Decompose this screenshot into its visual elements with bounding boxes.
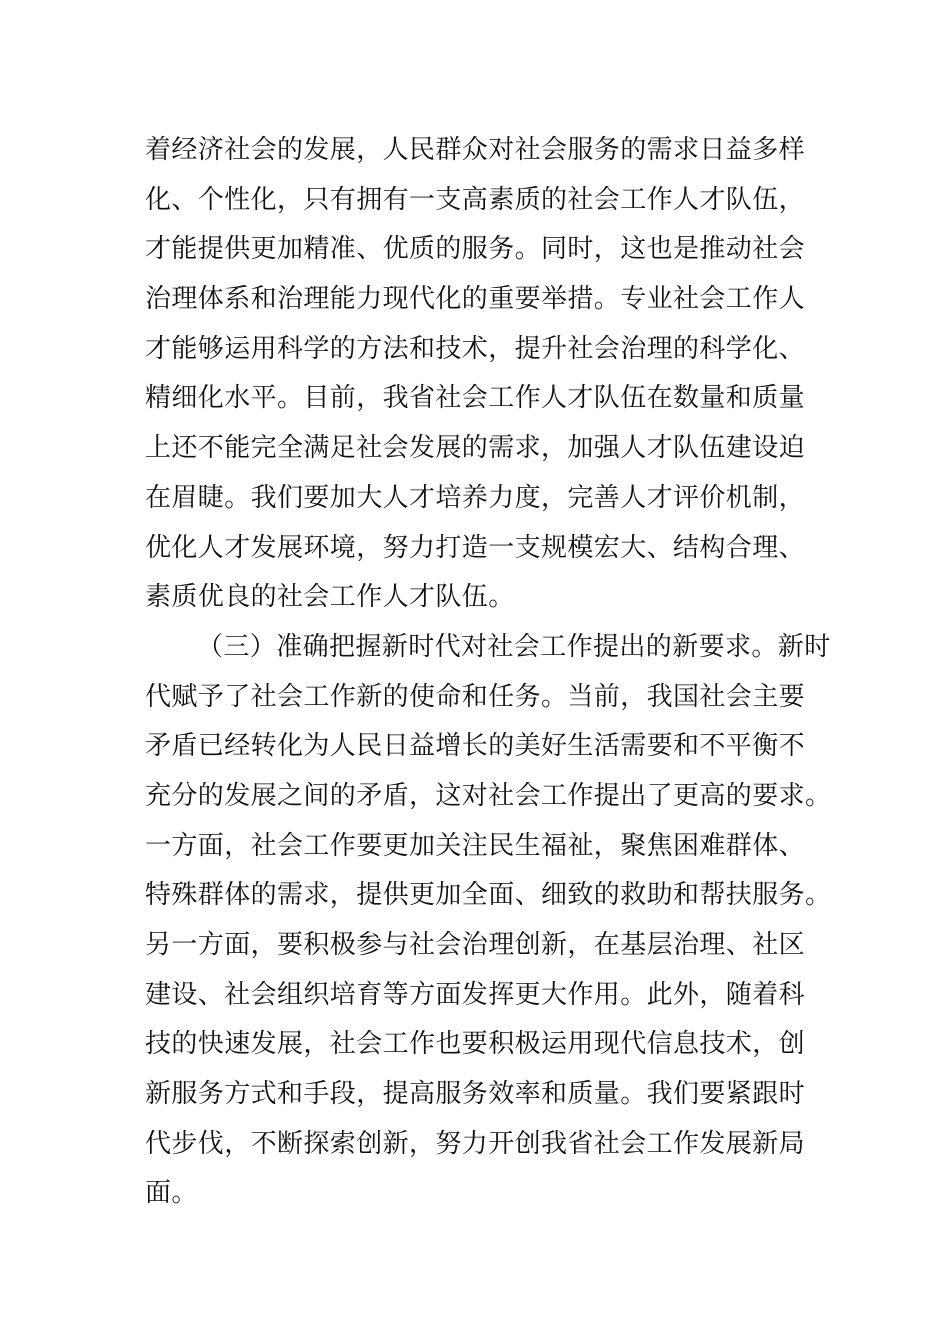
text-line: 才能够运用科学的方法和技术，提升社会治理的科学化、	[145, 333, 806, 364]
section-heading-line: （三）准确把握新时代对社会工作提出的新要求。新时	[197, 631, 831, 662]
text-line: 上还不能完全满足社会发展的需求，加强人才队伍建设迫	[145, 433, 806, 464]
text-line: 素质优良的社会工作人才队伍。	[145, 582, 515, 613]
text-line: 代步伐，不断探索创新，努力开创我省社会工作发展新局	[145, 1128, 806, 1159]
text-line: 充分的发展之间的矛盾，这对社会工作提出了更高的要求。	[145, 780, 832, 811]
text-line: 建设、社会组织培育等方面发挥更大作用。此外，随着科	[145, 979, 806, 1010]
text-line: 特殊群体的需求，提供更加全面、细致的救助和帮扶服务。	[145, 880, 832, 911]
text-line: 才能提供更加精准、优质的服务。同时，这也是推动社会	[145, 234, 806, 265]
document-body	[145, 126, 832, 1219]
text-line: 着经济社会的发展，人民群众对社会服务的需求日益多样	[145, 135, 806, 165]
text-line: 代赋予了社会工作新的使命和任务。当前，我国社会主要	[145, 681, 806, 712]
text-line: 在眉睫。我们要加大人才培养力度，完善人才评价机制，	[145, 482, 806, 513]
text-line: 治理体系和治理能力现代化的重要举措。专业社会工作人	[145, 284, 806, 315]
text-line: 新服务方式和手段，提高服务效率和质量。我们要紧跟时	[145, 1079, 806, 1110]
text-line: 一方面，社会工作要更加关注民生福祉，聚焦困难群体、	[145, 830, 806, 861]
text-line: 面。	[145, 1178, 198, 1209]
text-line: 技的快速发展，社会工作也要积极运用现代信息技术，创	[145, 1029, 806, 1060]
text-line: 化、个性化，只有拥有一支高素质的社会工作人才队伍，	[145, 184, 806, 215]
text-line: 优化人才发展环境，努力打造一支规模宏大、结构合理、	[145, 532, 806, 563]
text-line: 矛盾已经转化为人民日益增长的美好生活需要和不平衡不	[145, 731, 806, 762]
text-line: 另一方面，要积极参与社会治理创新，在基层治理、社区	[145, 930, 806, 960]
text-line: 精细化水平。目前，我省社会工作人才队伍在数量和质量	[145, 383, 806, 414]
